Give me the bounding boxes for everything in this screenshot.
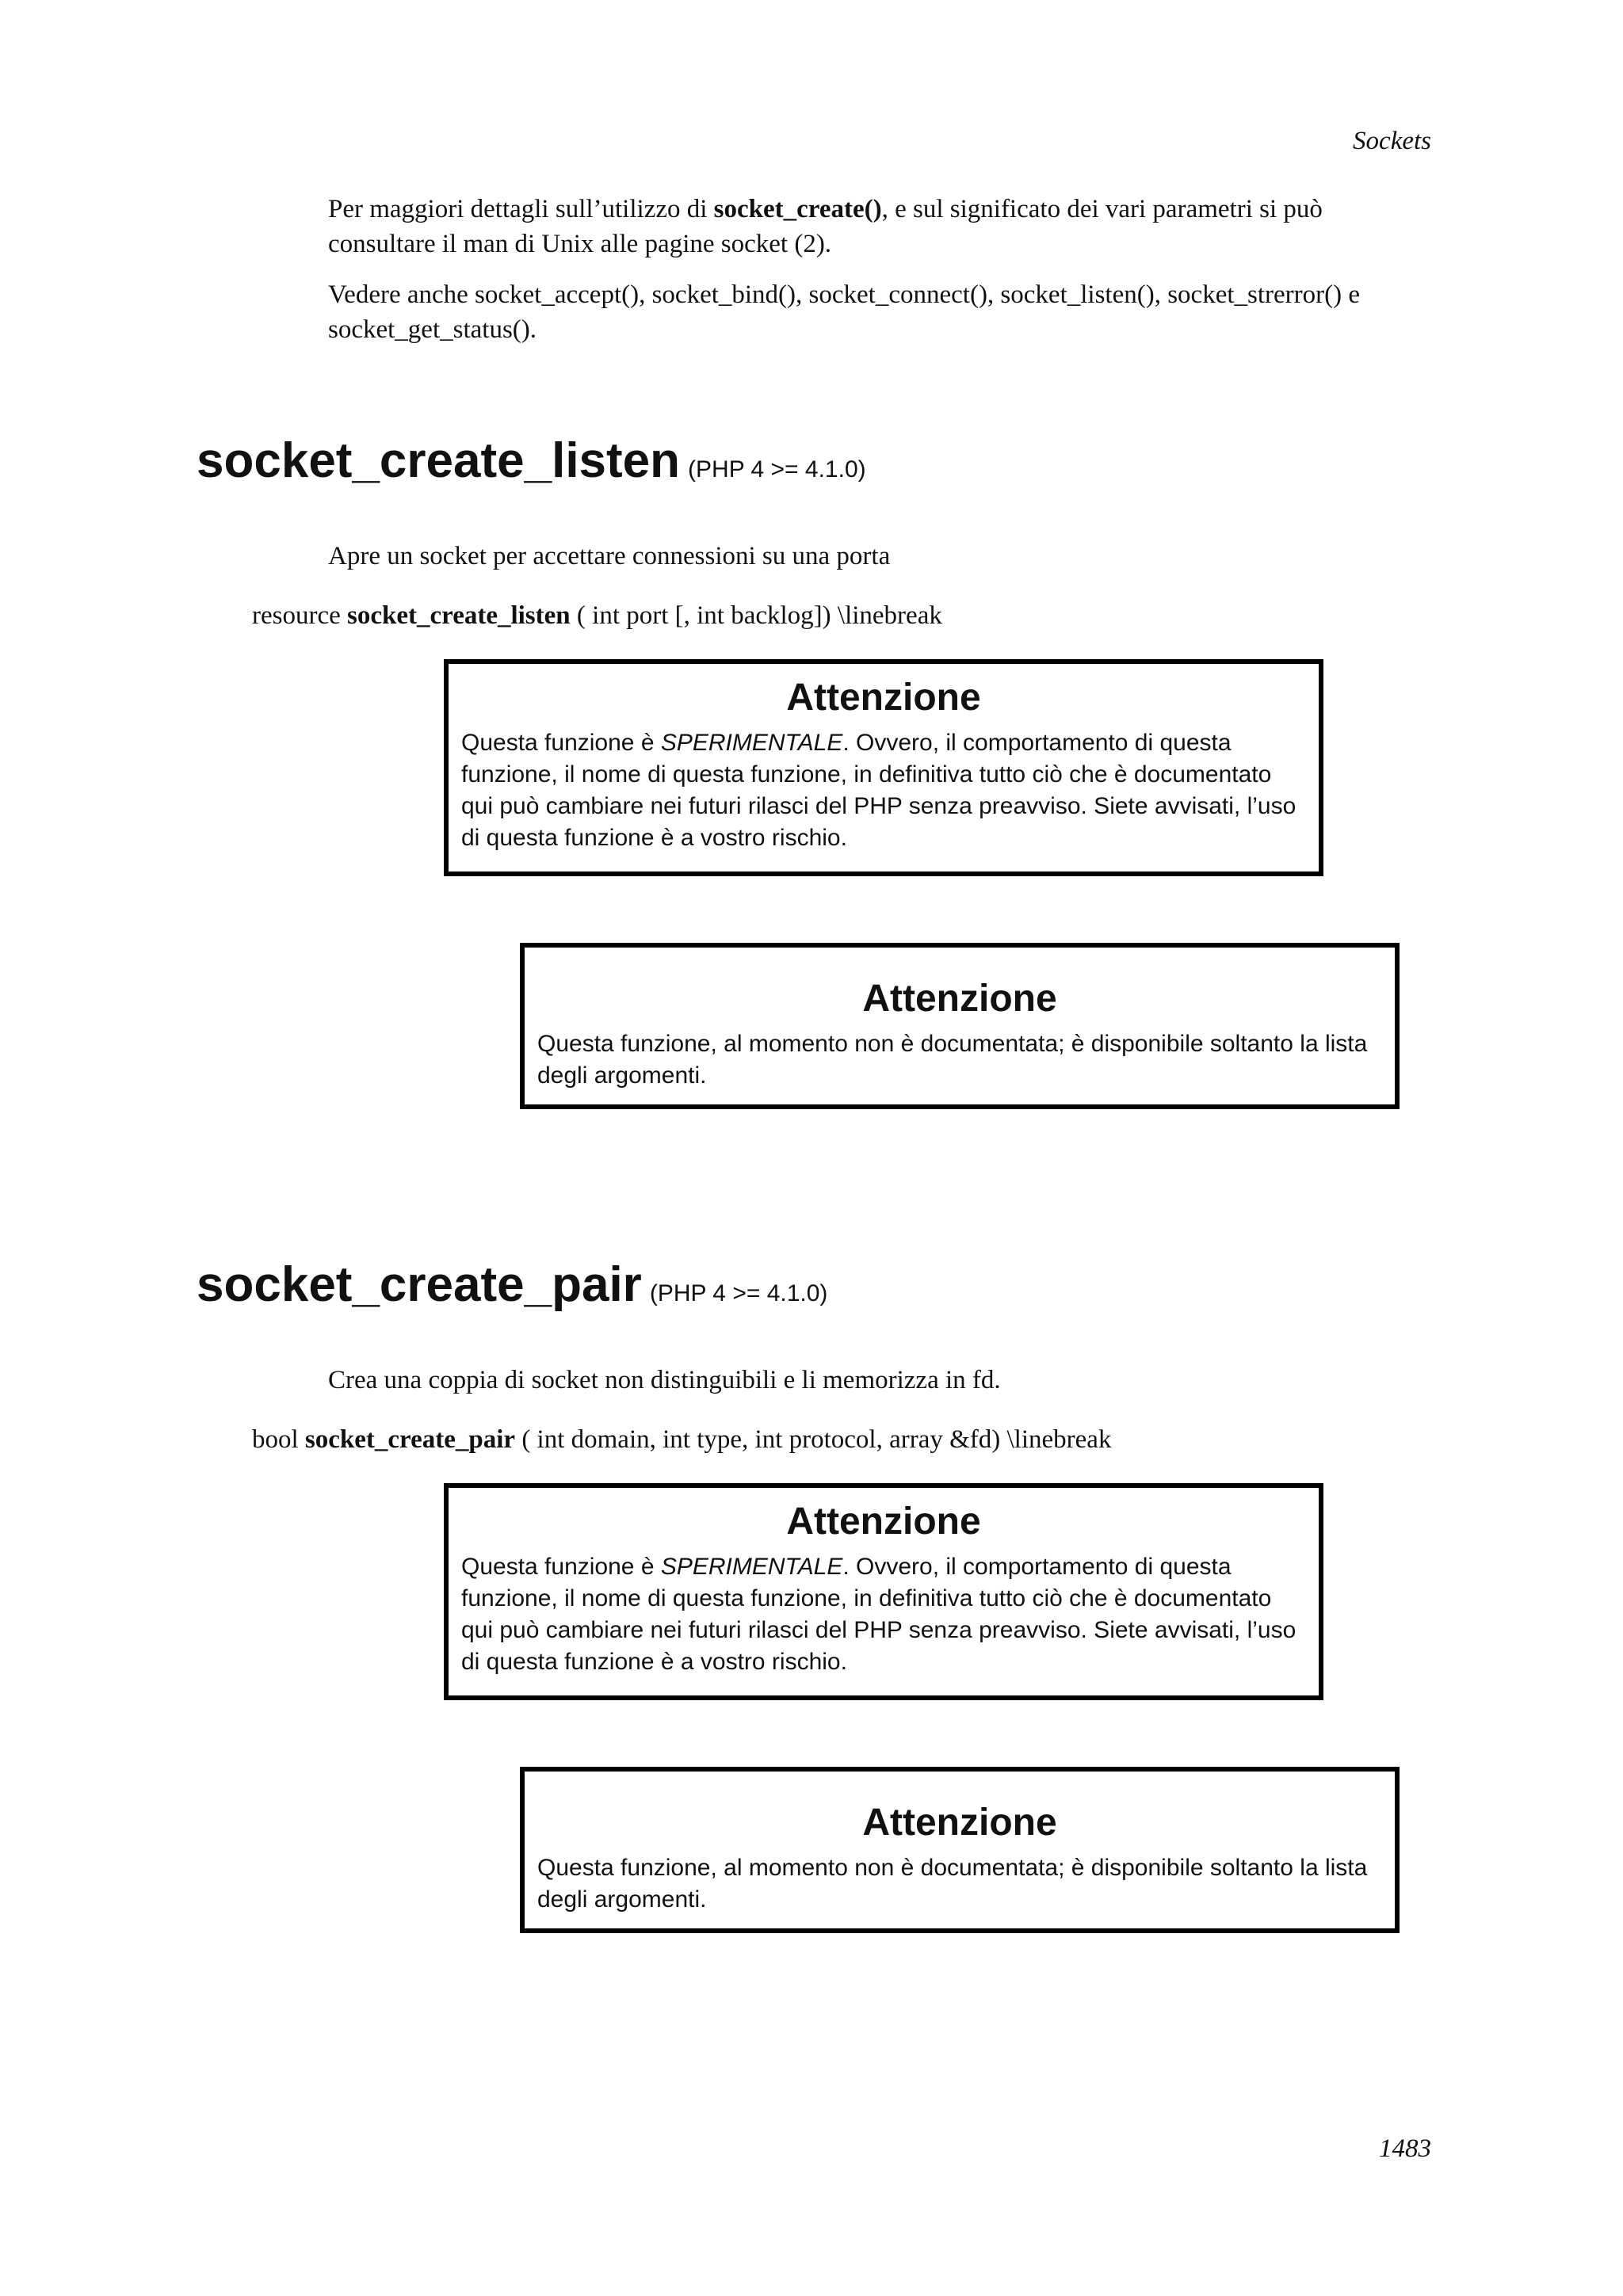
warning-title: Attenzione [862, 1802, 1057, 1844]
warning-box-undocumented [520, 943, 1400, 1109]
warning-body: Questa funzione, al momento non è documentata; è disponibile soltanto la lista degli argomenti. [537, 1855, 1368, 1913]
warning-box-experimental [444, 659, 1323, 876]
function-synopsis: resource socket_create_listen ( int port [, int backlog]) \linebreak [252, 601, 942, 630]
warning-box-undocumented [520, 1767, 1400, 1933]
running-header: Sockets [1353, 127, 1431, 155]
warning-title: Attenzione [786, 677, 981, 719]
function-title [197, 433, 866, 489]
warning-body: Questa funzione, al momento non è documentata; è disponibile soltanto la lista degli argomenti. [537, 1031, 1368, 1089]
warning-title: Attenzione [862, 978, 1057, 1020]
warning-body: Questa funzione è SPERIMENTALE. Ovvero, il comportamento di questa funzione, il nome di questa funzione, in definitiva tutto ciò che è documentato qui può cambiare nei futuri rilasci del PHP senza preavviso. Siete avvisati, l’uso di questa funzione è a vostro rischio. [461, 730, 1296, 851]
intro-paragraph-2: Vedere anche socket_accept(), socket_bind(), socket_connect(), socket_listen(), socket_strerror() e socket_get_status(). [328, 280, 1361, 344]
function-version: (PHP 4 >= 4.1.0) [649, 1280, 828, 1306]
function-reference: socket_create() [713, 195, 882, 223]
function-name: socket_create_listen [197, 433, 681, 488]
function-description: Apre un socket per accettare connessioni su una porta [328, 542, 891, 570]
page-number: 1483 [1379, 2134, 1431, 2163]
function-version: (PHP 4 >= 4.1.0) [688, 456, 866, 482]
function-name: socket_create_pair [197, 1257, 642, 1312]
warning-title: Attenzione [786, 1501, 981, 1543]
warning-body: Questa funzione è SPERIMENTALE. Ovvero, il comportamento di questa funzione, il nome di questa funzione, in definitiva tutto ciò che è documentato qui può cambiare nei futuri rilasci del PHP senza preavviso. Siete avvisati, l’uso di questa funzione è a vostro rischio. [461, 1554, 1296, 1675]
warning-box-experimental [444, 1483, 1323, 1700]
function-description: Crea una coppia di socket non distinguibili e li memorizza in fd. [328, 1366, 1001, 1394]
function-title [197, 1257, 827, 1313]
intro-paragraph-1: Per maggiori dettagli sull’utilizzo di socket_create(), e sul significato dei vari parametri si può consultare il man di Unix alle pagine socket (2). [328, 195, 1323, 258]
function-synopsis: bool socket_create_pair ( int domain, int type, int protocol, array &fd) \linebreak [252, 1425, 1112, 1454]
